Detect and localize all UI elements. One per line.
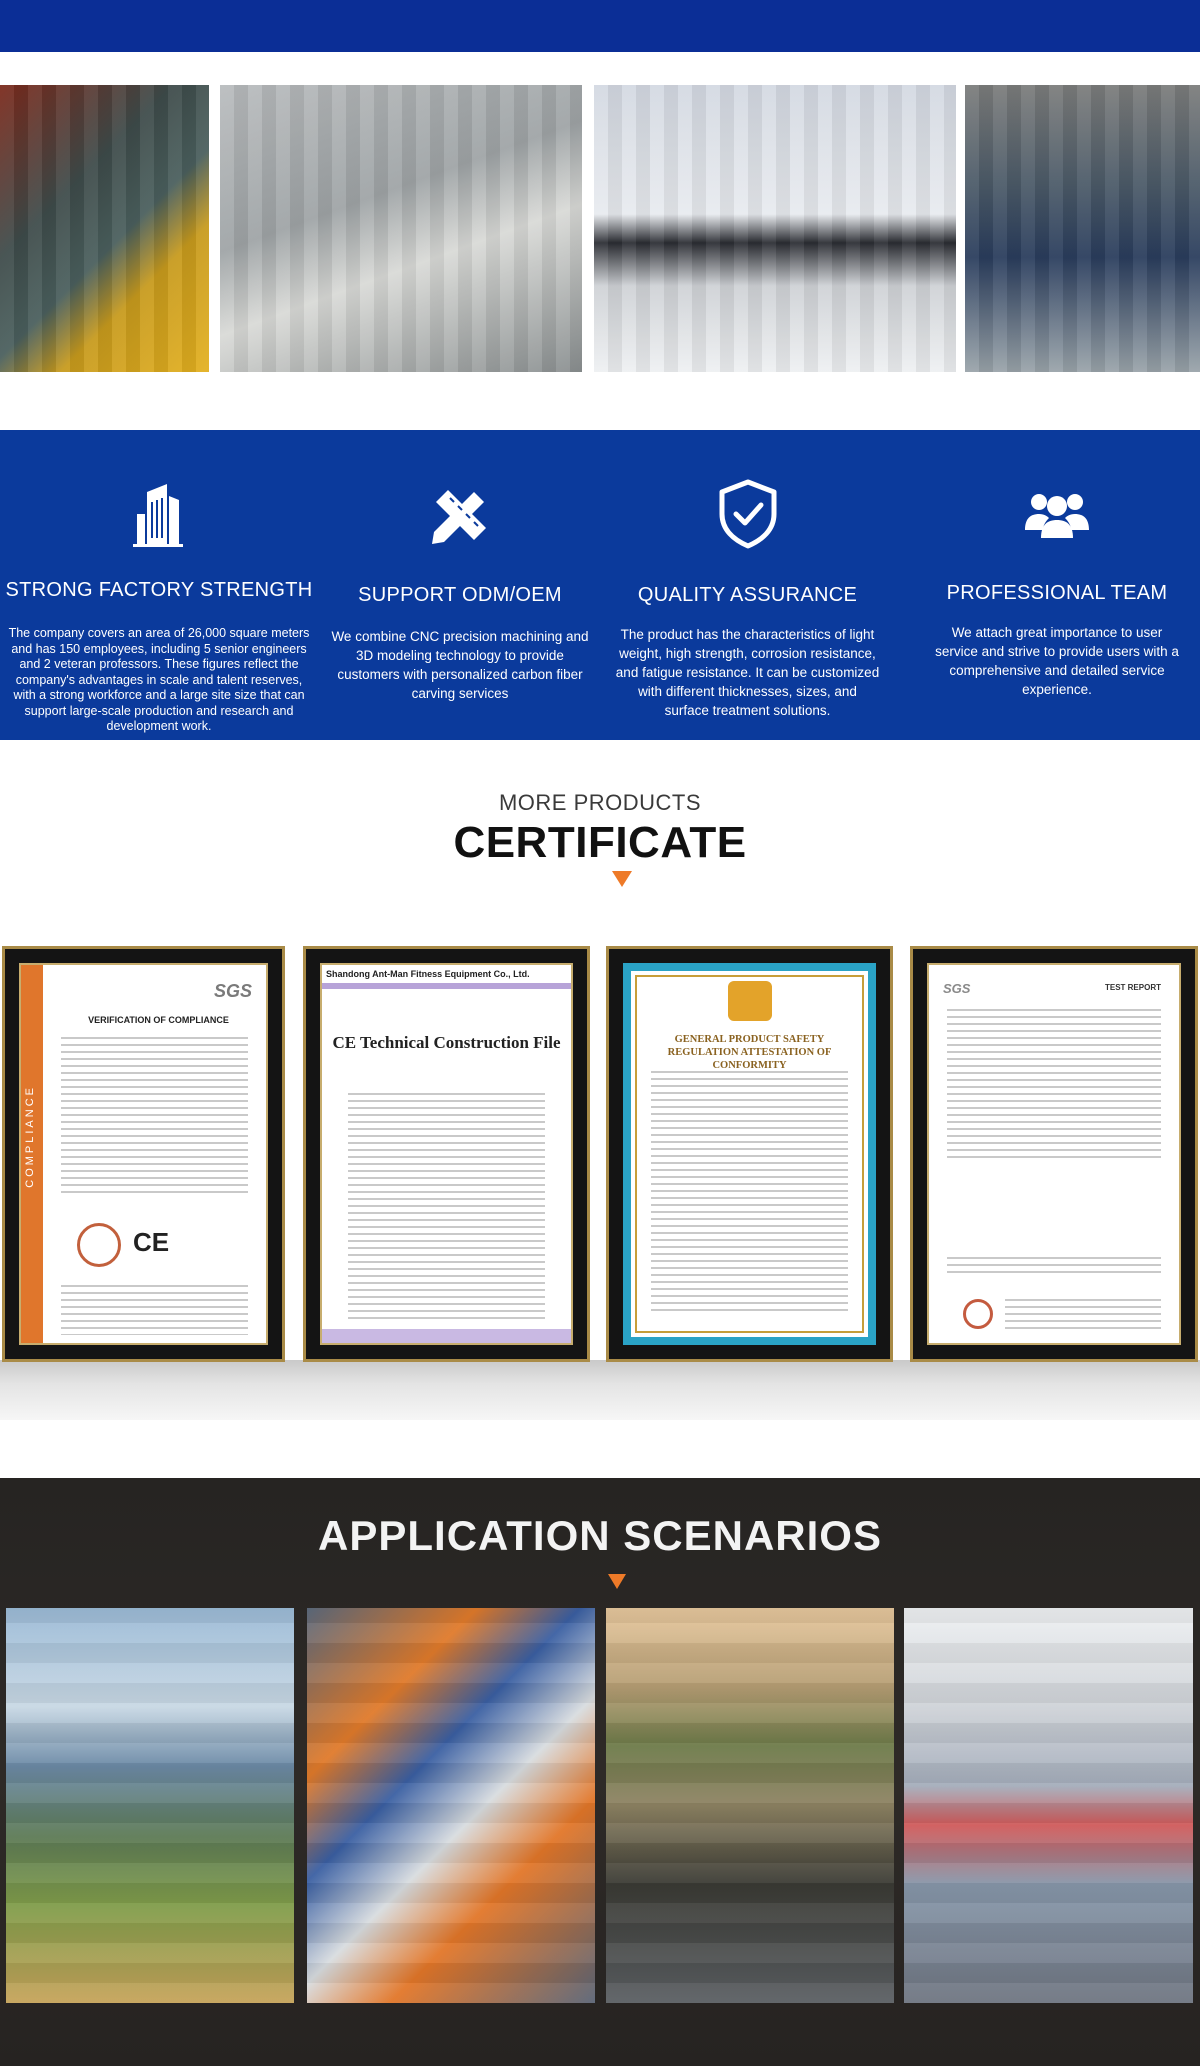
certificate-body-text [651,1071,848,1311]
aircraft-hangar-photo [904,1608,1193,2003]
certificate-heading [0,790,1200,868]
shield-check-icon [708,474,788,554]
certificate-frame [606,946,893,1362]
certificate-heading: TEST REPORT [1104,983,1161,992]
certificate-heading: VERIFICATION OF COMPLIANCE [88,1015,229,1025]
seal-icon [963,1299,993,1329]
certificate-heading: CE Technical Construction File [332,1033,561,1052]
section-title: CERTIFICATE [453,818,747,867]
feature-professional-team [932,430,1182,740]
section-label: MORE PRODUCTS [498,790,702,815]
pencil-ruler-icon [420,474,500,554]
feature-title: QUALITY ASSURANCE [637,584,858,606]
feature-description: The company covers an area of 26,000 square meters and has 150 employees, including 5 senior engineers and 2 veteran professors. These figures reflect the company's advantages in scale and talent reserves, with a strong workforce and a large site size that can support large-scale production and research and development work. [8,626,310,733]
certificate-company: Shandong Ant-Man Fitness Equipment Co., Ltd. [326,969,530,979]
certificate-frame [910,946,1198,1362]
feature-quality-assurance [615,430,880,740]
certificate-footer-text [61,1285,248,1335]
feature-title: PROFESSIONAL TEAM [946,582,1168,604]
feature-description: We attach great importance to user service and strive to provide users with a comprehensive and detailed service experience. [935,625,1179,697]
certificate-body-text [348,1093,545,1323]
sgs-logo-icon: SGS [213,981,252,1001]
certificate-shelf [0,1360,1200,1420]
certificate-heading: GENERAL PRODUCT SAFETY REGULATION ATTESTATION OF CONFORMITY [667,1034,832,1071]
production-floor-photo [965,85,1200,372]
ce-mark-icon: CE [133,1227,170,1257]
certificate-body-text [947,1009,1161,1159]
top-banner-bar [0,0,1200,52]
certificate-body-text [61,1037,248,1197]
certificate-frame [303,946,590,1362]
automotive-robots-photo [307,1608,595,2003]
section-title: APPLICATION SCENARIOS [318,1512,882,1559]
certificate-side-text: COMPLIANCE [24,1085,36,1188]
building-icon [119,474,199,554]
certificate-footer-band [322,1329,571,1343]
feature-odm-oem [330,430,590,740]
fishing-pier-photo [606,1608,894,2003]
certificate-footer-text [1005,1299,1161,1329]
feature-description: The product has the characteristics of light weight, high strength, corrosion resistance, and fatigue resistance. It can be customized with different thicknesses, sizes, and surface treatment solutions. [615,627,880,718]
office-staff-photo [594,85,956,372]
feature-description: We combine CNC precision machining and 3D modeling technology to provide customers with personalized carbon fiber carving services [331,629,589,701]
workshop-machinery-photo [0,85,209,372]
triangle-down-icon [612,871,632,887]
high-speed-rail-photo [6,1608,294,2003]
feature-title: SUPPORT ODM/OEM [358,584,562,606]
sgs-logo-icon: SGS [943,981,971,996]
feature-factory-strength [4,430,314,740]
features-section [0,430,1200,740]
certificate-body-text [947,1257,1161,1273]
application-section [0,1478,1200,2066]
seal-icon [77,1223,121,1267]
team-icon [1017,474,1097,554]
udem-logo-icon [728,981,772,1021]
certificate-frame [2,946,285,1362]
panel-saw-photo [220,85,582,372]
feature-title: STRONG FACTORY STRENGTH [5,579,313,601]
triangle-down-icon [608,1574,626,1589]
